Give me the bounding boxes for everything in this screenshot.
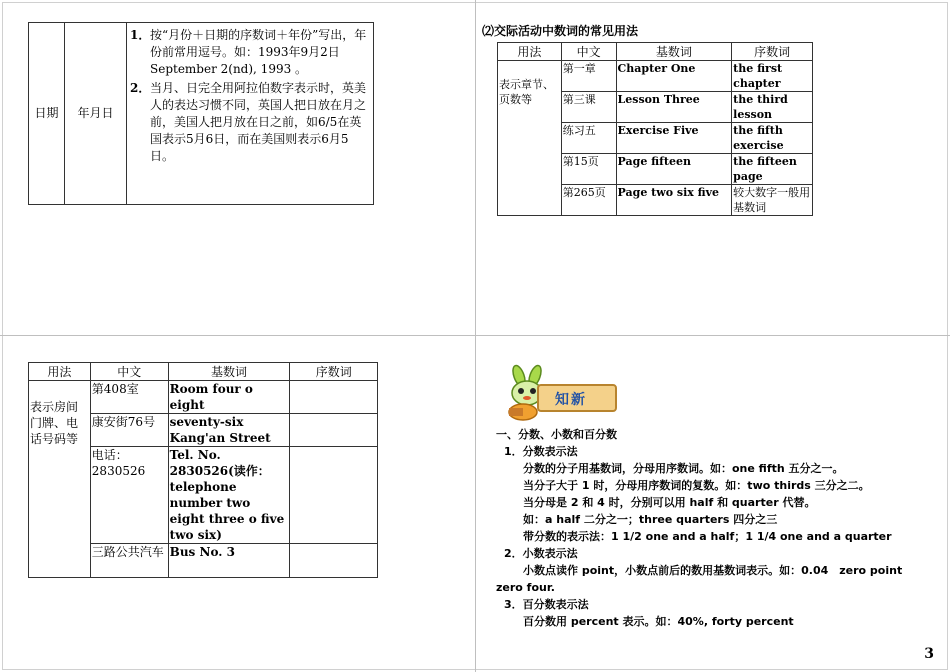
- header-ordinal: 序数词: [290, 363, 378, 381]
- table-row: [29, 381, 378, 414]
- cardinal-cell: Bus No. 3: [168, 544, 290, 578]
- section-heading: 一、分数、小数和百分数: [496, 428, 617, 441]
- date-rule: [130, 80, 371, 165]
- chinese-cell: 第三课: [561, 92, 616, 123]
- fraction-line: 当分子大于 1 时，分母用序数词的复数。如：two thirds 三分之二。: [523, 479, 870, 492]
- chinese-cell: 三路公共汽车: [90, 544, 168, 578]
- fraction-line: 当分母是 2 和 4 时，分别可以用 half 和 quarter 代替。: [523, 496, 816, 509]
- ordinal-cell: [290, 414, 378, 447]
- page-number: 3: [924, 646, 934, 662]
- cardinal-cell: Lesson Three: [616, 92, 732, 123]
- chinese-cell: 第265页: [561, 185, 616, 216]
- date-table: [28, 22, 374, 205]
- horizontal-divider: [0, 335, 950, 336]
- fractions-section: [496, 426, 936, 630]
- cardinal-cell: seventy-six Kang'an Street: [168, 414, 290, 447]
- chinese-cell: 练习五: [561, 123, 616, 154]
- table-row: [498, 61, 813, 92]
- chapter-page-table: [497, 42, 813, 216]
- chinese-cell: 康安街76号: [90, 414, 168, 447]
- subheading-fractions: 1．分数表示法: [504, 445, 578, 458]
- ordinal-cell: [290, 447, 378, 544]
- usage-cell: 表示房间门牌、电话号码等: [29, 381, 91, 578]
- section2-title: ⑵交际活动中数词的常见用法: [482, 24, 639, 38]
- ordinal-cell: the third lesson: [732, 92, 813, 123]
- cardinal-cell: Chapter One: [616, 61, 732, 92]
- date-label: 日期: [29, 23, 65, 205]
- chinese-cell: 第408室: [90, 381, 168, 414]
- date-chinese: 年月日: [65, 23, 127, 205]
- header-cardinal: 基数词: [168, 363, 290, 381]
- cardinal-cell: Tel. No. 2830526(读作：telephone number two eight three o five two six): [168, 447, 290, 544]
- rule-number: 1．: [130, 28, 151, 42]
- header-chinese: 中文: [561, 43, 616, 61]
- chinese-cell: 电话：2830526: [90, 447, 168, 544]
- decimal-line: 小数点读作 point，小数点前后的数用基数词表示。如：0.04 zero point: [523, 564, 903, 577]
- chinese-cell: 第一章: [561, 61, 616, 92]
- chinese-cell: 第15页: [561, 154, 616, 185]
- header-chinese: 中文: [90, 363, 168, 381]
- ordinal-cell: the fifteen page: [732, 154, 813, 185]
- cardinal-cell: Exercise Five: [616, 123, 732, 154]
- fraction-line: 如：a half 二分之一；three quarters 四分之三: [523, 513, 778, 526]
- vertical-divider: [475, 0, 476, 672]
- cardinal-cell: Room four o eight: [168, 381, 290, 414]
- ordinal-cell: 较大数字一般用基数词: [732, 185, 813, 216]
- rule-text: 按“月份＋日期的序数词＋年份”写出，年份前常用逗号。如：1993年9月2日September 2(nd), 1993 。: [150, 28, 367, 76]
- header-ordinal: 序数词: [732, 43, 813, 61]
- rule-text: 当月、日完全用阿拉伯数字表示时，英美人的表达习惯不同，英国人把日放在月之前，美国人把月放在日之前，如6/5在英国表示5月6日，而在美国则表示6月5日。: [150, 81, 367, 163]
- subheading-decimals: 2．小数表示法: [504, 547, 578, 560]
- ordinal-cell: [290, 381, 378, 414]
- date-rule: [130, 27, 371, 78]
- subheading-percent: 3．百分数表示法: [504, 598, 589, 611]
- usage-cell: 表示章节、页数等: [498, 61, 562, 216]
- cardinal-cell: Page fifteen: [616, 154, 732, 185]
- badge-label: 知新: [555, 392, 587, 408]
- ordinal-cell: the fifth exercise: [732, 123, 813, 154]
- rule-number: 2．: [130, 81, 151, 95]
- ordinal-cell: [290, 544, 378, 578]
- header-usage: 用法: [29, 363, 91, 381]
- percent-line: 百分数用 percent 表示。如：40%, forty percent: [523, 615, 794, 628]
- decimal-line-continued: zero four.: [496, 581, 555, 594]
- room-phone-table: [28, 362, 378, 578]
- header-cardinal: 基数词: [616, 43, 732, 61]
- new-knowledge-badge: [497, 364, 617, 420]
- fraction-line: 分数的分子用基数词，分母用序数词。如：one fifth 五分之一。: [523, 462, 844, 475]
- date-rules: [127, 23, 374, 205]
- header-usage: 用法: [498, 43, 562, 61]
- fraction-line: 带分数的表示法：1 1/2 one and a half；1 1/4 one and a quarter: [523, 530, 892, 543]
- ordinal-cell: the first chapter: [732, 61, 813, 92]
- cardinal-cell: Page two six five: [616, 185, 732, 216]
